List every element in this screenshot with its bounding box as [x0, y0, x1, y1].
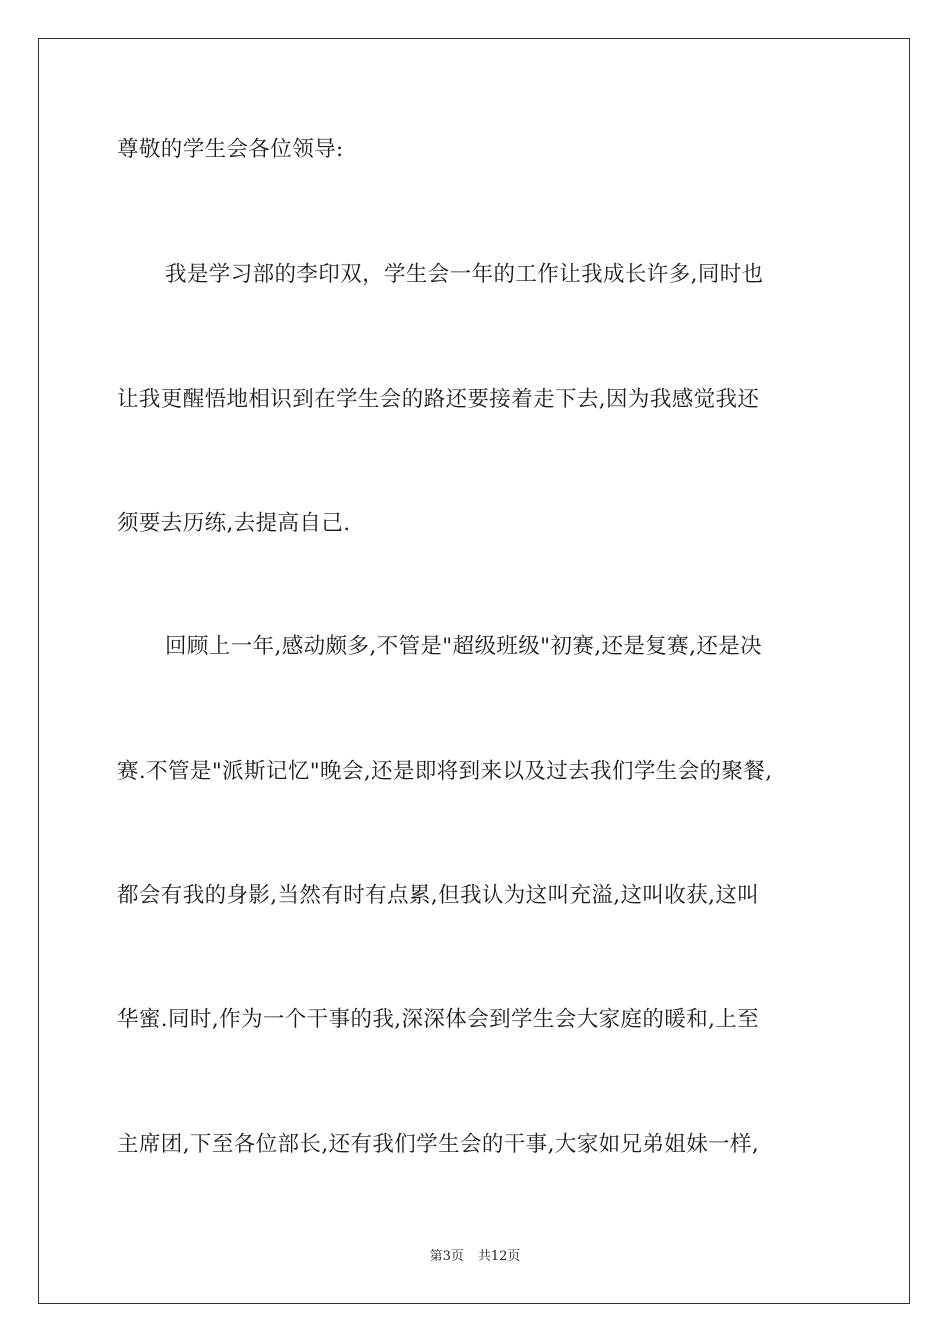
salutation: 尊敬的学生会各位领导:	[117, 137, 344, 162]
text-line: 让我更醒悟地相识到在学生会的路还要接着走下去,因为我感觉我还	[117, 387, 760, 412]
text-line: 赛.不管是"派斯记忆"晚会,还是即将到来以及过去我们学生会的聚餐,	[117, 759, 773, 784]
text-line: 回顾上一年,感动颇多,不管是"超级班级"初赛,还是复赛,还是决	[165, 634, 763, 659]
page-footer	[0, 1248, 950, 1266]
total-pages: 共12页	[477, 1249, 521, 1264]
text-line: 都会有我的身影,当然有时有点累,但我认为这叫充溢,这叫收获,这叫	[117, 883, 760, 908]
page-number: 第3页	[429, 1249, 464, 1264]
page-border	[38, 38, 910, 1304]
text-line: 须要去历练,去提高自己.	[117, 511, 351, 536]
text-line: 我是学习部的李印双，学生会一年的工作让我成长许多,同时也	[165, 262, 764, 287]
text-line: 华蜜.同时,作为一个干事的我,深深体会到学生会大家庭的暖和,上至	[117, 1007, 760, 1032]
text-line: 主席团,下至各位部长,还有我们学生会的干事,大家如兄弟姐妹一样,	[117, 1132, 760, 1157]
